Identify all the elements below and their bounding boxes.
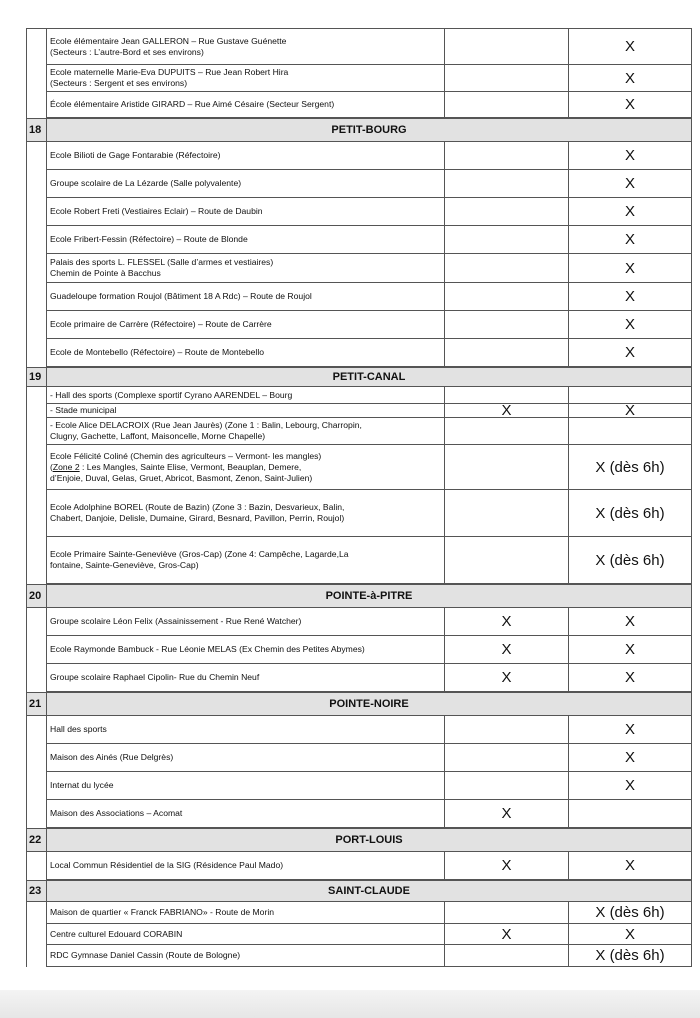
- site-name-cell: Palais des sports L. FLESSEL (Salle d’armes et vestiaires) Chemin de Pointe à Bacchus: [46, 254, 444, 283]
- mark-col1-cell: [444, 445, 568, 490]
- row-number-cell: [26, 339, 46, 367]
- row-number-cell: [26, 636, 46, 664]
- table-row: [26, 198, 692, 226]
- row-number-cell: [26, 852, 46, 880]
- row-number-cell: [26, 418, 46, 445]
- table-row: [26, 28, 692, 65]
- mark-col2-cell: X: [568, 339, 692, 367]
- table-row: [26, 387, 692, 404]
- section-title: PETIT-BOURG: [331, 124, 407, 136]
- table-row: [26, 636, 692, 664]
- mark-col2-cell: X: [568, 852, 692, 880]
- row-number-cell: [26, 311, 46, 339]
- mark-col2-cell: X (dès 6h): [568, 902, 692, 924]
- zone-label: Zone 2: [52, 461, 80, 472]
- table-row: [26, 445, 692, 490]
- mark-col2-cell: X: [568, 404, 692, 418]
- table-row: [26, 664, 692, 692]
- table-row: [26, 608, 692, 636]
- table-row: [26, 92, 692, 118]
- table-row: [26, 142, 692, 170]
- mark-col1-cell: X: [444, 924, 568, 945]
- site-name-cell: Local Commun Résidentiel de la SIG (Résidence Paul Mado): [46, 852, 444, 880]
- site-name-rest: : Les Mangles, Sainte Elise, Vermont, Beauplan, Demere, d’Enjoie, Duval, Gelas, Gruet, Abricot, Basmont, Zenon, Saint-Julien): [50, 461, 313, 483]
- site-name-cell: - Hall des sports (Complexe sportif Cyrano AARENDEL – Bourg: [46, 387, 444, 404]
- section-header: [26, 584, 692, 608]
- mark-col2-cell: X (dès 6h): [568, 490, 692, 537]
- mark-col2-cell: X: [568, 92, 692, 118]
- mark-col2-cell: X (dès 6h): [568, 945, 692, 967]
- section-title: PETIT-CANAL: [332, 371, 406, 383]
- site-name-cell: Centre culturel Edouard CORABIN: [46, 924, 444, 945]
- row-number-cell: [26, 226, 46, 254]
- row-number-cell: [26, 142, 46, 170]
- mark-col1-cell: [444, 29, 568, 65]
- table-row: [26, 404, 692, 418]
- mark-col1-cell: [444, 339, 568, 367]
- site-name-cell: Internat du lycée: [46, 772, 444, 800]
- site-name-cell: Ecole Fribert-Fessin (Réfectoire) – Route de Blonde: [46, 226, 444, 254]
- page-bottom-edge: [0, 990, 700, 1018]
- row-number-cell: [26, 945, 46, 967]
- table-row: [26, 170, 692, 198]
- row-number-cell: [26, 283, 46, 311]
- mark-col1-cell: [444, 490, 568, 537]
- mark-col2-cell: X: [568, 170, 692, 198]
- site-name-cell: Ecole Robert Freti (Vestiaires Eclair) – Route de Daubin: [46, 198, 444, 226]
- table-row: [26, 339, 692, 367]
- mark-col2-cell: X (dès 6h): [568, 445, 692, 490]
- mark-col2-cell: X: [568, 772, 692, 800]
- site-name-cell: Hall des sports: [46, 716, 444, 744]
- site-name-cell: Groupe scolaire Raphael Cipolin- Rue du Chemin Neuf: [46, 664, 444, 692]
- row-number-cell: [26, 170, 46, 198]
- section-title: SAINT-CLAUDE: [328, 885, 410, 897]
- section-number: 21: [27, 693, 47, 715]
- site-name-cell: RDC Gymnase Daniel Cassin (Route de Bologne): [46, 945, 444, 967]
- mark-col2-cell: X: [568, 29, 692, 65]
- section-title: PORT-LOUIS: [335, 834, 403, 846]
- mark-col1-cell: [444, 716, 568, 744]
- mark-col1-cell: X: [444, 664, 568, 692]
- table-row: [26, 716, 692, 744]
- mark-col2-cell: X: [568, 254, 692, 283]
- site-name-part: Ecole Félicité Coliné (Chemin des agriculteurs – Vermont- les mangles): [50, 450, 322, 461]
- table-row: [26, 800, 692, 828]
- section-number: 18: [27, 119, 47, 141]
- mark-col2-cell: X: [568, 198, 692, 226]
- section-header: [26, 828, 692, 852]
- section-title: POINTE-NOIRE: [329, 698, 409, 710]
- mark-col1-cell: [444, 198, 568, 226]
- mark-col1-cell: [444, 65, 568, 92]
- mark-col2-cell: [568, 800, 692, 828]
- mark-col1-cell: X: [444, 852, 568, 880]
- row-number-cell: [26, 716, 46, 744]
- mark-col1-cell: [444, 254, 568, 283]
- row-number-cell: [26, 92, 46, 118]
- site-name-cell: Ecole Primaire Sainte-Geneviève (Gros-Cap) (Zone 4: Campêche, Lagarde,La fontaine, Sainte-Geneviève, Gros-Cap): [46, 537, 444, 584]
- site-name-cell: Maison des Ainés (Rue Delgrès): [46, 744, 444, 772]
- row-number-cell: [26, 65, 46, 92]
- mark-col1-cell: [444, 283, 568, 311]
- row-number-cell: [26, 29, 46, 65]
- mark-col2-cell: X: [568, 924, 692, 945]
- row-number-cell: [26, 387, 46, 404]
- mark-col1-cell: X: [444, 800, 568, 828]
- table-row: [26, 744, 692, 772]
- site-name-cell: Ecole Adolphine BOREL (Route de Bazin) (Zone 3 : Bazin, Desvarieux, Balin, Chabert, Danjoie, Delisle, Dumaine, Girard, Besnard, Pavillon, Perrin, Roujol): [46, 490, 444, 537]
- row-number-cell: [26, 664, 46, 692]
- row-number-cell: [26, 198, 46, 226]
- site-name-cell: Maison de quartier « Franck FABRIANO» - Route de Morin: [46, 902, 444, 924]
- mark-col2-cell: X: [568, 636, 692, 664]
- table-row: [26, 65, 692, 92]
- mark-col1-cell: [444, 945, 568, 967]
- row-number-cell: [26, 608, 46, 636]
- mark-col2-cell: X: [568, 311, 692, 339]
- mark-col2-cell: X: [568, 716, 692, 744]
- table-row: [26, 772, 692, 800]
- mark-col1-cell: [444, 142, 568, 170]
- row-number-cell: [26, 490, 46, 537]
- row-number-cell: [26, 744, 46, 772]
- section-number: 23: [27, 881, 47, 901]
- site-name-cell: Ecole Raymonde Bambuck - Rue Léonie MELAS (Ex Chemin des Petites Abymes): [46, 636, 444, 664]
- mark-col1-cell: [444, 170, 568, 198]
- table-row: [26, 254, 692, 283]
- site-name-cell: Ecole maternelle Marie-Eva DUPUITS – Rue Jean Robert Hira (Secteurs : Sergent et ses environs): [46, 65, 444, 92]
- site-name-cell: Groupe scolaire Léon Felix (Assainissement - Rue René Watcher): [46, 608, 444, 636]
- section-title: POINTE-à-PITRE: [325, 590, 413, 602]
- site-name-cell: - Stade municipal: [46, 404, 444, 418]
- mark-col2-cell: X: [568, 744, 692, 772]
- section-number: 22: [27, 829, 47, 851]
- row-number-cell: [26, 537, 46, 584]
- table-row: [26, 418, 692, 445]
- table-row: [26, 852, 692, 880]
- table-row: [26, 283, 692, 311]
- mark-col2-cell: X: [568, 65, 692, 92]
- mark-col2-cell: [568, 418, 692, 445]
- shelter-table: [26, 28, 692, 967]
- table-row: [26, 537, 692, 584]
- site-name-text: [50, 451, 321, 484]
- mark-col1-cell: X: [444, 636, 568, 664]
- row-number-cell: [26, 254, 46, 283]
- table-row: [26, 226, 692, 254]
- row-number-cell: [26, 800, 46, 828]
- table-row: [26, 902, 692, 924]
- mark-col1-cell: [444, 226, 568, 254]
- section-header: [26, 692, 692, 716]
- site-name-cell: Maison des Associations – Acomat: [46, 800, 444, 828]
- mark-col1-cell: [444, 311, 568, 339]
- section-header: [26, 880, 692, 902]
- paren-open: (: [50, 461, 53, 472]
- mark-col2-cell: X: [568, 664, 692, 692]
- mark-col2-cell: X: [568, 142, 692, 170]
- mark-col2-cell: X: [568, 608, 692, 636]
- table-row: [26, 490, 692, 537]
- section-number: 20: [27, 585, 47, 607]
- row-number-cell: [26, 404, 46, 418]
- site-name-cell: Ecole Bilioti de Gage Fontarabie (Réfectoire): [46, 142, 444, 170]
- mark-col1-cell: X: [444, 404, 568, 418]
- row-number-cell: [26, 772, 46, 800]
- mark-col2-cell: X (dès 6h): [568, 537, 692, 584]
- table-row: [26, 945, 692, 967]
- site-name-cell: École élémentaire Aristide GIRARD – Rue Aimé Césaire (Secteur Sergent): [46, 92, 444, 118]
- section-number: 19: [27, 368, 47, 386]
- section-header: [26, 118, 692, 142]
- mark-col2-cell: X: [568, 226, 692, 254]
- mark-col1-cell: [444, 537, 568, 584]
- row-number-cell: [26, 445, 46, 490]
- site-name-cell: - Ecole Alice DELACROIX (Rue Jean Jaurès) (Zone 1 : Balin, Lebourg, Charropin, Clugny, Gachette, Laffont, Maisoncelle, Morne Chapelle): [46, 418, 444, 445]
- section-header: [26, 367, 692, 387]
- table-row: [26, 924, 692, 945]
- site-name-cell: Ecole élémentaire Jean GALLERON – Rue Gustave Guénette (Secteurs : L’autre-Bord et ses environs): [46, 29, 444, 65]
- mark-col2-cell: X: [568, 283, 692, 311]
- site-name-cell: Ecole de Montebello (Réfectoire) – Route de Montebello: [46, 339, 444, 367]
- mark-col1-cell: X: [444, 608, 568, 636]
- row-number-cell: [26, 902, 46, 924]
- site-name-cell: [46, 445, 444, 490]
- site-name-cell: Groupe scolaire de La Lézarde (Salle polyvalente): [46, 170, 444, 198]
- mark-col1-cell: [444, 418, 568, 445]
- mark-col1-cell: [444, 902, 568, 924]
- site-name-cell: Guadeloupe formation Roujol (Bâtiment 18 A Rdc) – Route de Roujol: [46, 283, 444, 311]
- table-row: [26, 311, 692, 339]
- mark-col1-cell: [444, 744, 568, 772]
- row-number-cell: [26, 924, 46, 945]
- mark-col1-cell: [444, 92, 568, 118]
- site-name-cell: Ecole primaire de Carrère (Réfectoire) – Route de Carrère: [46, 311, 444, 339]
- mark-col1-cell: [444, 772, 568, 800]
